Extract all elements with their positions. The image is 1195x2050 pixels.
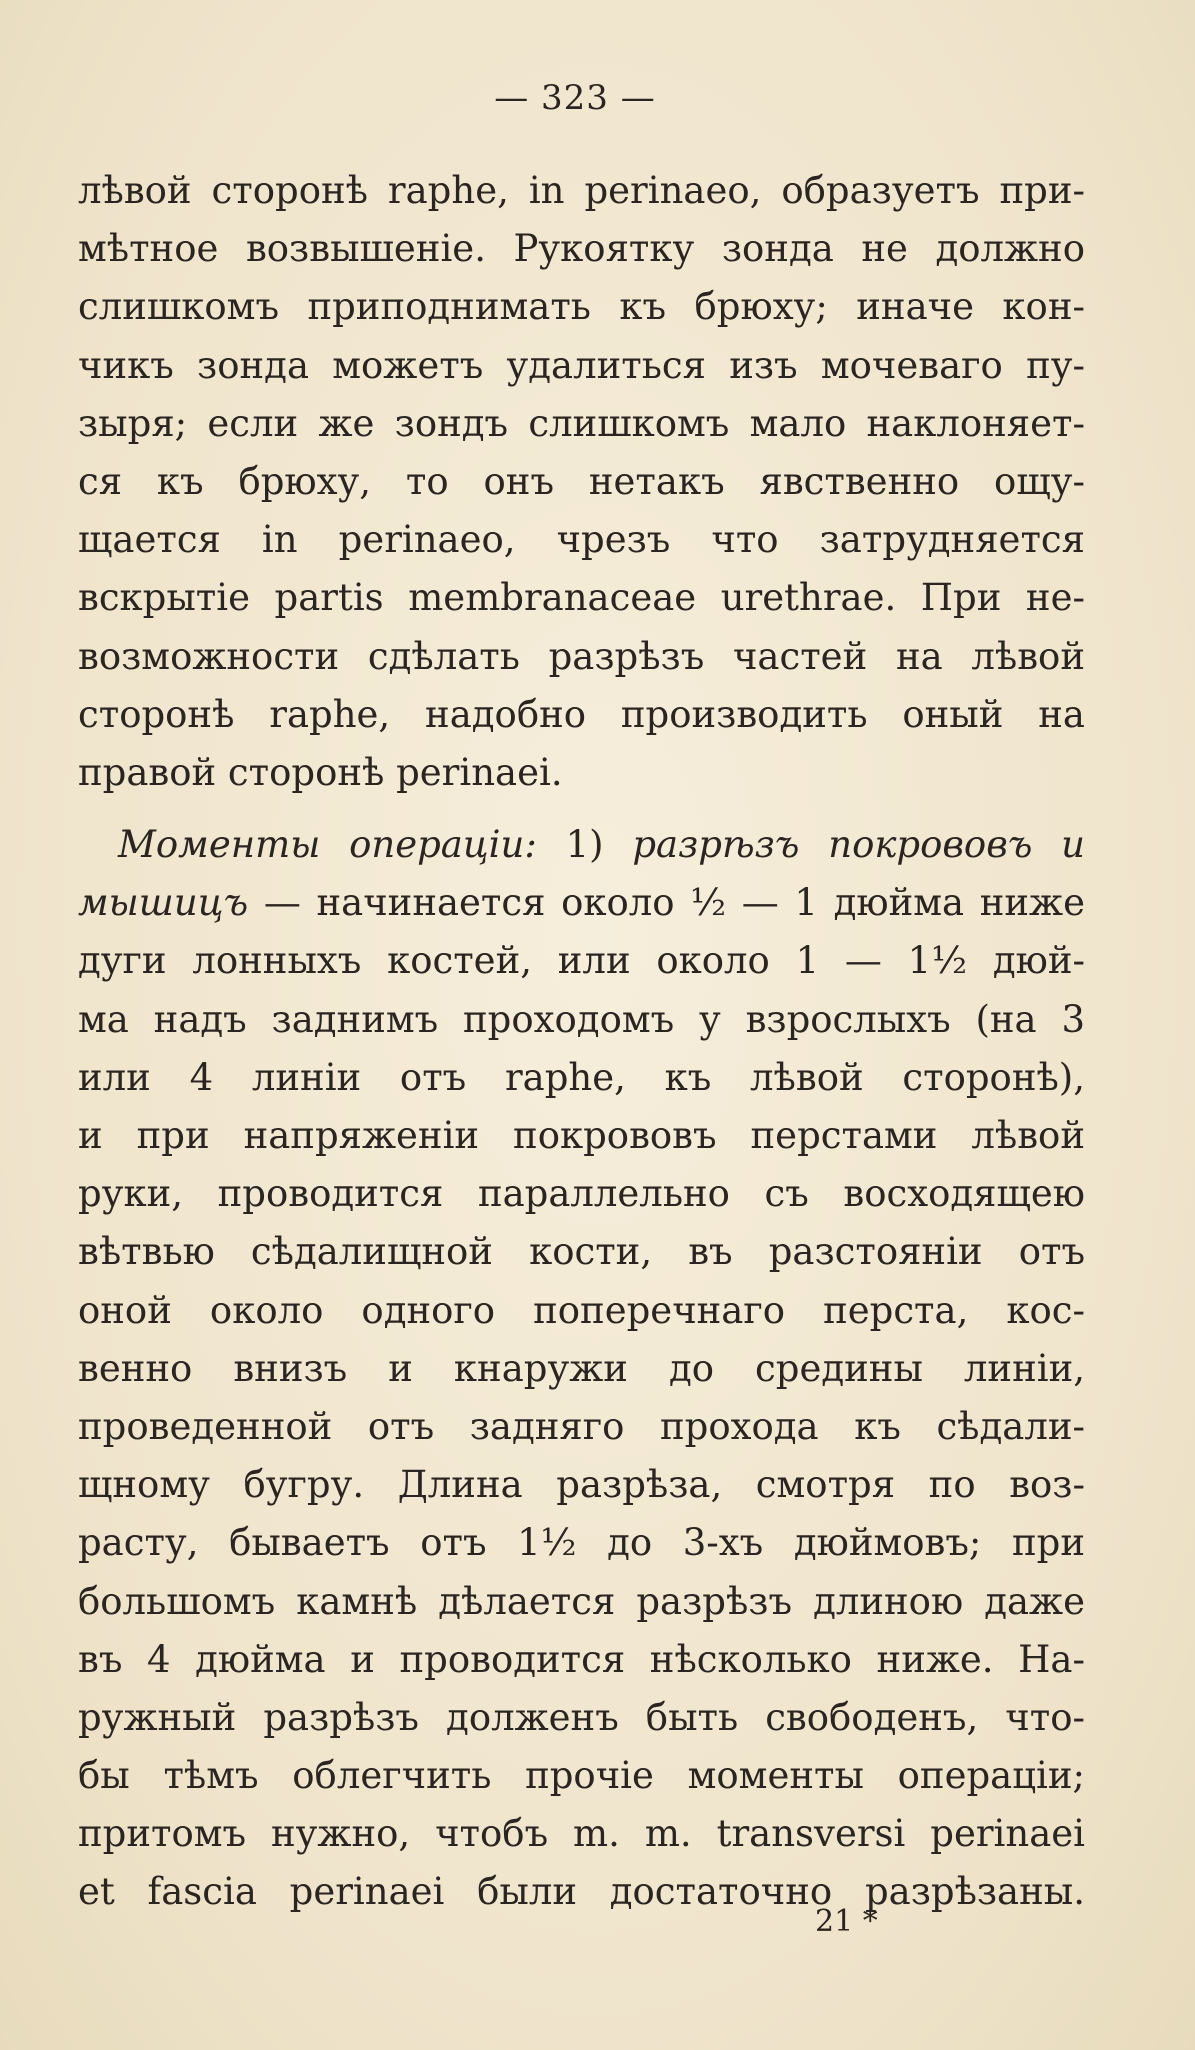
text-line: слишкомъ приподнимать къ брюху; иначе кон- — [78, 285, 1085, 329]
text-line: расту, бываетъ отъ 1½ до 3-хъ дюймовъ; при — [78, 1521, 1085, 1565]
section-heading: Моменты операцiи: — [118, 823, 537, 867]
signature-mark: 21 * — [815, 1904, 878, 1939]
text-line — [78, 816, 1085, 874]
text-line: возможности сдѣлать разрѣзъ частей на лѣвой — [78, 634, 1085, 678]
text-line: et fascia perinaei были достаточно разрѣзаны. — [78, 1870, 1085, 1914]
text-line: притомъ нужно, чтобъ m. m. transversi perinaei — [78, 1812, 1085, 1856]
body-text — [78, 162, 1085, 1922]
text-line: большомъ камнѣ дѣлается разрѣзъ длиною даже — [78, 1579, 1085, 1623]
inline-text: 1) — [536, 823, 633, 867]
paragraph-1 — [78, 162, 1085, 802]
text-line: зыря; если же зондъ слишкомъ мало наклоняет- — [78, 401, 1085, 445]
text-line: ма надъ заднимъ проходомъ у взрослыхъ (на 3 — [78, 997, 1085, 1041]
text-line: и при напряженiи покрововъ перстами лѣвой — [78, 1114, 1085, 1157]
text-line: проведенной отъ задняго прохода къ сѣдали- — [78, 1404, 1085, 1448]
text-line: чикъ зонда можетъ удалиться изъ мочеваго пу- — [78, 343, 1085, 387]
paragraph-2 — [78, 816, 1085, 1922]
text-line: руки, проводится параллельно съ восходящею — [78, 1172, 1085, 1216]
text-line: вскрытiе partis membranaceae urethrae. При не- — [78, 576, 1085, 620]
step-heading-cont: мышицъ — [78, 881, 249, 925]
text-line — [78, 874, 1085, 932]
text-line: дуги лонныхъ костей, или около 1 — 1½ дюй- — [78, 939, 1085, 983]
text-line: ружный разрѣзъ долженъ быть свободенъ, что- — [78, 1695, 1085, 1739]
text-line: щному бугру. Длина разрѣза, смотря по воз- — [78, 1463, 1085, 1507]
text-line: правой сторонѣ perinaei. — [78, 750, 563, 794]
text-line: вѣтвью сѣдалищной кости, въ разстоянiи отъ — [78, 1230, 1085, 1274]
inline-text: — начинается около ½ — 1 дюйма ниже — [248, 881, 1085, 925]
text-line: бы тѣмъ облегчить прочiе моменты операцiи; — [78, 1754, 1085, 1798]
text-line: въ 4 дюйма и проводится нѣсколько ниже. На- — [78, 1637, 1085, 1681]
text-line: сторонѣ raphe, надобно производить оный на — [78, 692, 1085, 736]
text-line: лѣвой сторонѣ raphe, in perinaeo, образуетъ при- — [78, 169, 1085, 212]
text-line: мѣтное возвышенiе. Рукоятку зонда не должно — [78, 227, 1085, 271]
text-line: щается in perinaeo, чрезъ что затрудняется — [78, 518, 1085, 562]
step-heading: разрѣзъ покрововъ и — [632, 823, 1085, 867]
text-line: венно внизъ и кнаружи до средины линiи, — [78, 1346, 1085, 1390]
text-line: ся къ брюху, то онъ нетакъ явственно ощу- — [78, 459, 1085, 503]
text-line: или 4 линiи отъ raphe, къ лѣвой сторонѣ), — [78, 1055, 1085, 1099]
page-number: — 323 — — [494, 78, 656, 118]
text-line: оной около одного поперечнаго перста, кос- — [78, 1288, 1085, 1332]
